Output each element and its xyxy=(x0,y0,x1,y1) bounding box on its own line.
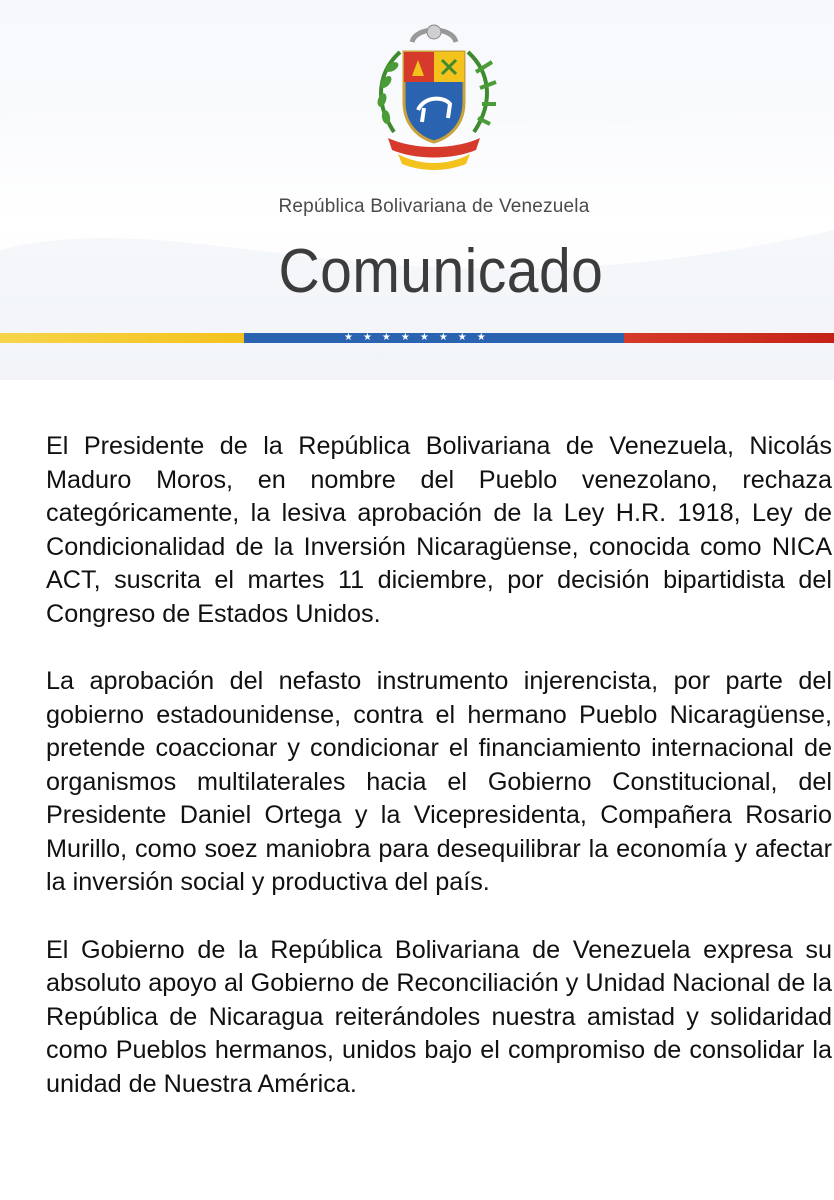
country-name: República Bolivariana de Venezuela xyxy=(278,196,590,217)
stars-row: ★★★★★★★★ xyxy=(344,332,496,343)
paragraph-3: El Gobierno de la República Bolivariana de Venezuela expresa su absoluto apoyo al Gobierno de Reconciliación y Unidad Nacional de la República de Nicaragua reiterándoles nuestra amistad y solidaridad como Pueblos hermanos, unidos bajo el compromiso de consolidar la unidad de Nuestra América. xyxy=(46,935,832,1098)
page-title: Comunicado xyxy=(278,237,604,306)
flag-stripe xyxy=(0,333,834,343)
stripe-red xyxy=(624,333,834,343)
paragraph-1: El Presidente de la República Bolivariana de Venezuela, Nicolás Maduro Moros, en nombre del Pueblo venezolano, rechaza categóricamente, la lesiva aprobación de la Ley H.R. 1918, Ley de Condicionalidad de la Inversión Nicaragüense, conocida como NICA ACT, suscrita el martes 11 diciembre, por decisión bipartidista del Congreso de Estados Unidos. xyxy=(46,432,832,628)
communique-body xyxy=(46,430,832,1135)
stripe-blue xyxy=(244,333,624,343)
paragraph-2: La aprobación del nefasto instrumento injerencista, por parte del gobierno estadounidense, contra el hermano Pueblo Nicaragüense, pretende coaccionar y condicionar el financiamiento internacional de organismos multilaterales hacia el Gobierno Constitucional, del Presidente Daniel Ortega y la Vicepresidenta, Compañera Rosario Murillo, como soez maniobra para desequilibrar la economía y afectar la inversión social y productiva del país. xyxy=(46,667,832,896)
header-banner xyxy=(0,0,834,380)
stripe-yellow xyxy=(0,333,244,343)
coat-of-arms-icon xyxy=(364,22,504,172)
